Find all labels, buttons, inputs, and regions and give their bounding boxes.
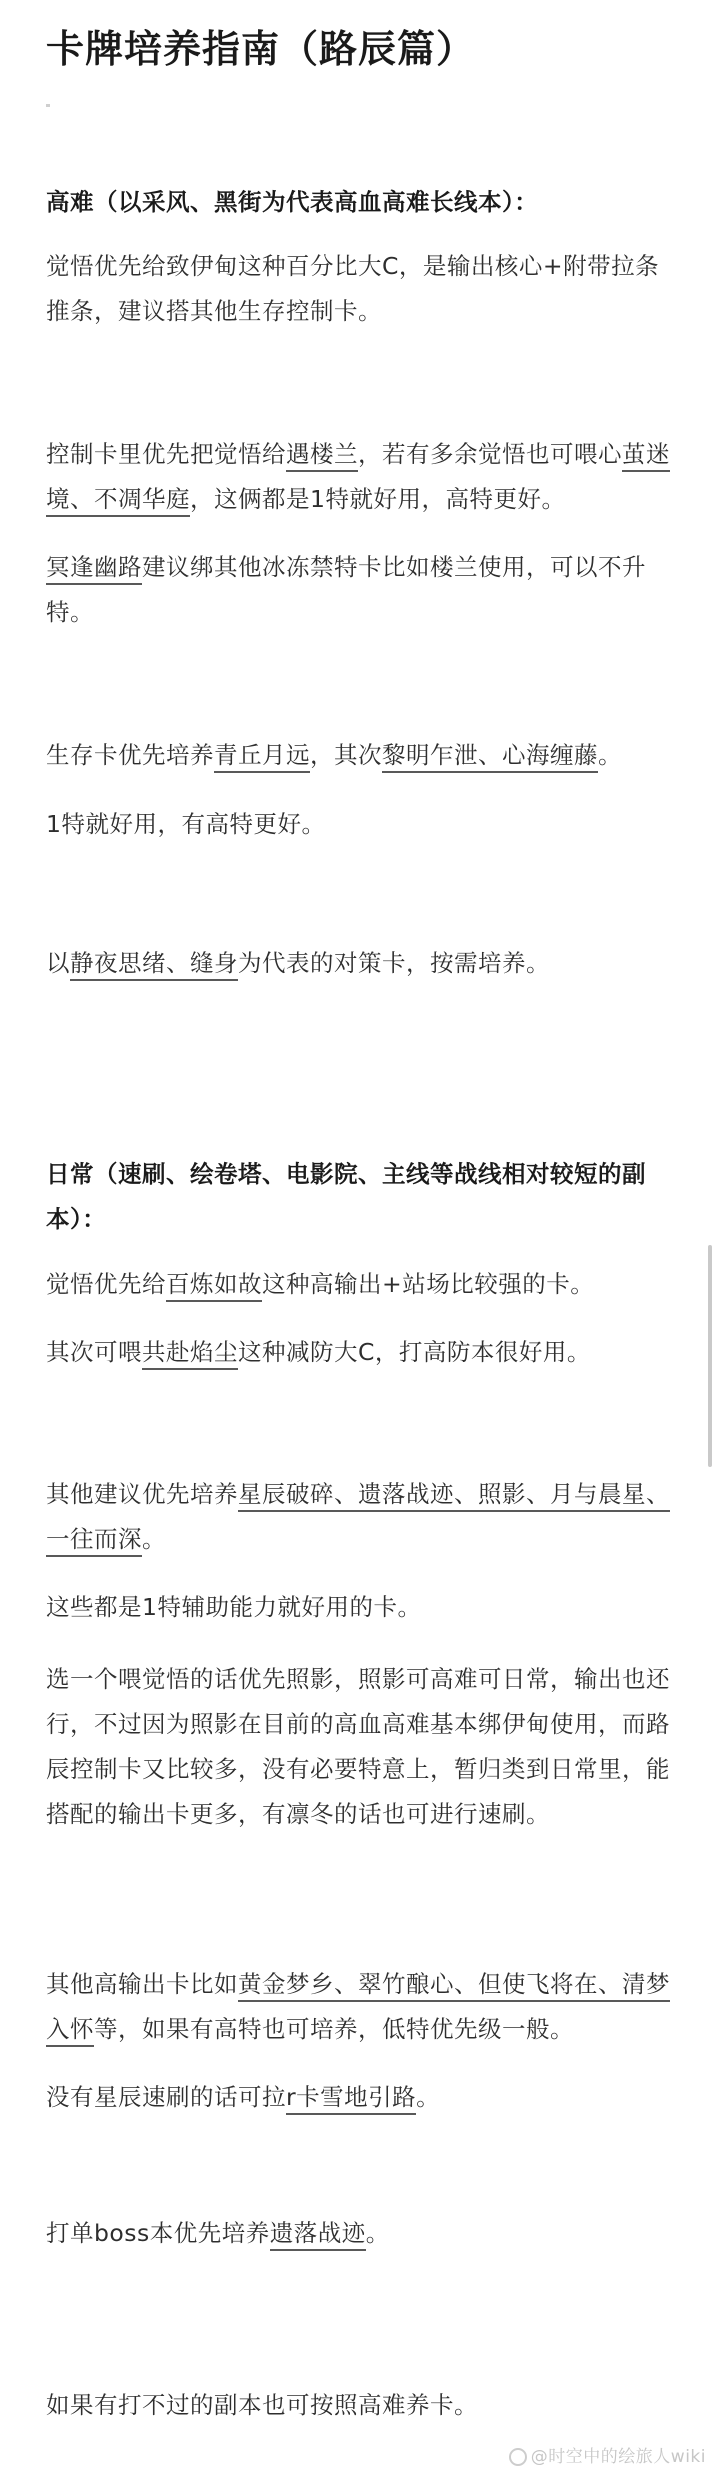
weibo-logo-icon bbox=[509, 2448, 527, 2466]
card-link[interactable]: r卡雪地引路 bbox=[286, 2083, 416, 2115]
paragraph bbox=[46, 733, 674, 778]
paragraph bbox=[46, 432, 674, 522]
text: 建议绑其他冰冻禁特卡比如楼兰使用，可以不升特。 bbox=[46, 553, 646, 626]
card-link[interactable]: 冥逢幽路 bbox=[46, 553, 142, 585]
text: 以 bbox=[46, 949, 70, 977]
scrollbar[interactable] bbox=[708, 1245, 712, 1467]
text: 其次可喂 bbox=[46, 1338, 142, 1366]
paragraph: 如果有打不过的副本也可按照高难养卡。 bbox=[46, 2391, 478, 2419]
text: 没有星辰速刷的话可拉 bbox=[46, 2083, 286, 2111]
card-link[interactable]: 共赴焰尘 bbox=[142, 1338, 238, 1370]
text: ，这俩都是1特就好用，高特更好。 bbox=[190, 485, 566, 513]
card-link[interactable]: 茧迷境、不凋华庭 bbox=[46, 440, 670, 517]
watermark-text: @时空中的绘旅人wiki bbox=[530, 2447, 706, 2467]
section-heading-hard: 高难（以采风、黑街为代表高血高难长线本）： bbox=[46, 188, 539, 216]
text: 为代表的对策卡，按需培养。 bbox=[238, 949, 550, 977]
text: 这种高输出+站场比较强的卡。 bbox=[262, 1270, 595, 1298]
card-link[interactable]: 星辰破碎、遗落战迹、照影、月与晨星、一往而深 bbox=[46, 1480, 670, 1557]
article-title: 卡牌培养指南（路辰篇） bbox=[46, 27, 476, 71]
card-link[interactable]: 青丘月远 bbox=[214, 741, 310, 773]
card-link[interactable]: 遗落战迹 bbox=[270, 2219, 366, 2251]
text: 。 bbox=[598, 741, 622, 769]
paragraph bbox=[46, 1472, 674, 1562]
paragraph bbox=[46, 1262, 674, 1307]
text: 控制卡里优先把觉悟给 bbox=[46, 440, 286, 468]
card-link[interactable]: 百炼如故 bbox=[166, 1270, 262, 1302]
paragraph: 这些都是1特辅助能力就好用的卡。 bbox=[46, 1593, 422, 1621]
text: 其他高输出卡比如 bbox=[46, 1970, 238, 1998]
watermark bbox=[509, 2442, 706, 2467]
text: 其他建议优先培养 bbox=[46, 1480, 238, 1508]
paragraph bbox=[46, 1962, 674, 2052]
text: 。 bbox=[142, 1525, 166, 1553]
text: 生存卡优先培养 bbox=[46, 741, 214, 769]
text: 打单boss本优先培养 bbox=[46, 2219, 270, 2247]
paragraph: 觉悟优先给致伊甸这种百分比大C，是输出核心+附带拉条推条，建议搭其他生存控制卡。 bbox=[46, 252, 660, 325]
text: 觉悟优先给 bbox=[46, 1270, 166, 1298]
text: ，其次 bbox=[310, 741, 382, 769]
text: ，若有多余觉悟也可喂心 bbox=[358, 440, 622, 468]
paragraph bbox=[46, 2075, 674, 2120]
text: 。 bbox=[416, 2083, 441, 2111]
card-link[interactable]: 遇楼兰 bbox=[286, 440, 358, 472]
paragraph: 选一个喂觉悟的话优先照影，照影可高难可日常，输出也还行，不过因为照影在目前的高血高难基本绑伊甸使用，而路辰控制卡又比较多，没有必要特意上，暂归类到日常里，能搭配的输出卡更多，有凛冬的话也可进行速刷。 bbox=[46, 1665, 670, 1828]
divider-mark bbox=[46, 104, 50, 107]
card-link[interactable]: 黎明乍泄、心海缠藤 bbox=[382, 741, 598, 773]
paragraph: 1特就好用，有高特更好。 bbox=[46, 810, 326, 838]
card-link[interactable]: 黄金梦乡、翠竹酿心、但使飞将在、清梦入怀 bbox=[46, 1970, 670, 2047]
paragraph bbox=[46, 941, 674, 986]
paragraph bbox=[46, 2211, 674, 2256]
paragraph bbox=[46, 545, 674, 635]
card-link[interactable]: 静夜思绪、缝身 bbox=[70, 949, 238, 981]
paragraph bbox=[46, 1330, 674, 1375]
text: 。 bbox=[365, 2219, 390, 2247]
section-heading-daily: 日常（速刷、绘卷塔、电影院、主线等战线相对较短的副本）： bbox=[46, 1160, 646, 1233]
text: 等，如果有高特也可培养，低特优先级一般。 bbox=[94, 2015, 574, 2043]
text: 这种减防大C，打高防本很好用。 bbox=[238, 1338, 591, 1366]
